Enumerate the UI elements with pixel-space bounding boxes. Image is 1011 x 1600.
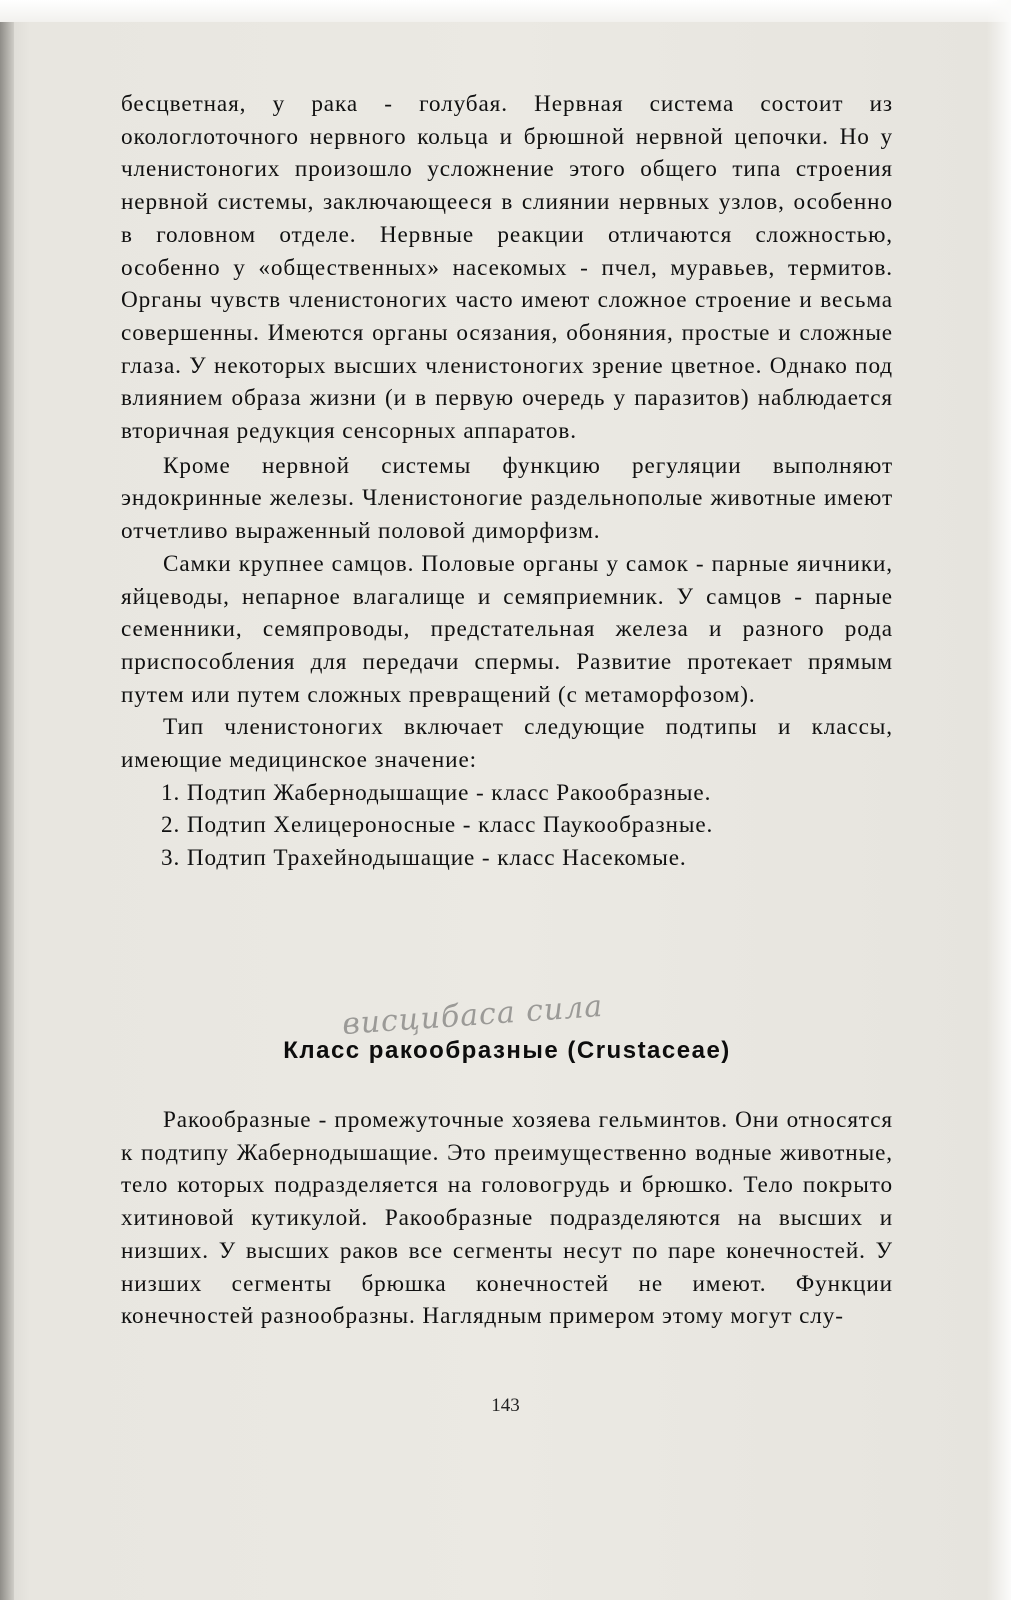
- subtypes-list: [121, 777, 893, 875]
- section-heading: Класс ракообразные (Crustaceae): [283, 1037, 731, 1064]
- list-item: 1. Подтип Жабернодышащие - класс Ракообразные.: [161, 779, 712, 806]
- body-text: [121, 88, 893, 875]
- paragraph-crustaceans: Ракообразные - промежуточные хозяева гельминтов. Они относятся к подтипу Жабернодышащие. Это преимущественно водные животные, тело которых подразделяется на головогрудь и брюшко. Тело покрыто хитиновой кутикулой. Ракообразные подразделяются на высших и низших. У высших раков все сегменты несут по паре конечностей. У низших сегменты брюшка конечностей не имеют. Функции конечностей разнообразны. Наглядным примером этому могут слу-: [121, 1107, 893, 1330]
- paragraph-reproductive: Самки крупнее самцов. Половые органы у самок - парные яичники, яйцеводы, непарное влагалище и семяприемник. У самцов - парные семенники, семяпроводы, предстательная железа и разного рода приспособления для передачи спермы. Развитие протекает прямым путем или путем сложных превращений (с метаморфозом).: [121, 550, 893, 708]
- paragraph-endocrine: Кроме нервной системы функцию регуляции выполняют эндокринные железы. Членистоногие раздельнополые животные имеют отчетливо выраженный половой диморфизм.: [121, 452, 893, 545]
- list-item: 3. Подтип Трахейнодышащие - класс Насекомые.: [161, 845, 687, 872]
- page-top-edge: [0, 0, 1011, 22]
- handwritten-annotation: висцибаса сила: [341, 988, 605, 1043]
- section-body: [121, 1104, 893, 1333]
- paragraph-nervous-system: бесцветная, у рака - голубая. Нервная система состоит из окологлоточного нервного кольца и брюшной нервной цепочки. Но у членистоногих произошло усложнение этого общего типа строения нервной системы, заключающееся в слиянии нервных узлов, особенно в головном отделе. Нервные реакции отличаются сложностью, особенно у «общественных» насекомых - пчел, муравьев, термитов. Органы чувств членистоногих часто имеют сложное строение и весьма совершенны. Имеются органы осязания, обоняния, простые и сложные глаза. У некоторых высших членистоногих зрение цветное. Однако под влиянием образа жизни (и в первую очередь у паразитов) наблюдается вторичная редукция сенсорных аппаратов.: [121, 91, 893, 445]
- page-number: 143: [491, 1395, 520, 1416]
- page-binding-shadow: [0, 0, 14, 1600]
- paragraph-subtypes-intro: Тип членистоногих включает следующие подтипы и классы, имеющие медицинское значение:: [121, 714, 893, 774]
- page-right-edge: [987, 0, 1011, 1600]
- list-item: 2. Подтип Хелицероносные - класс Паукообразные.: [161, 812, 714, 839]
